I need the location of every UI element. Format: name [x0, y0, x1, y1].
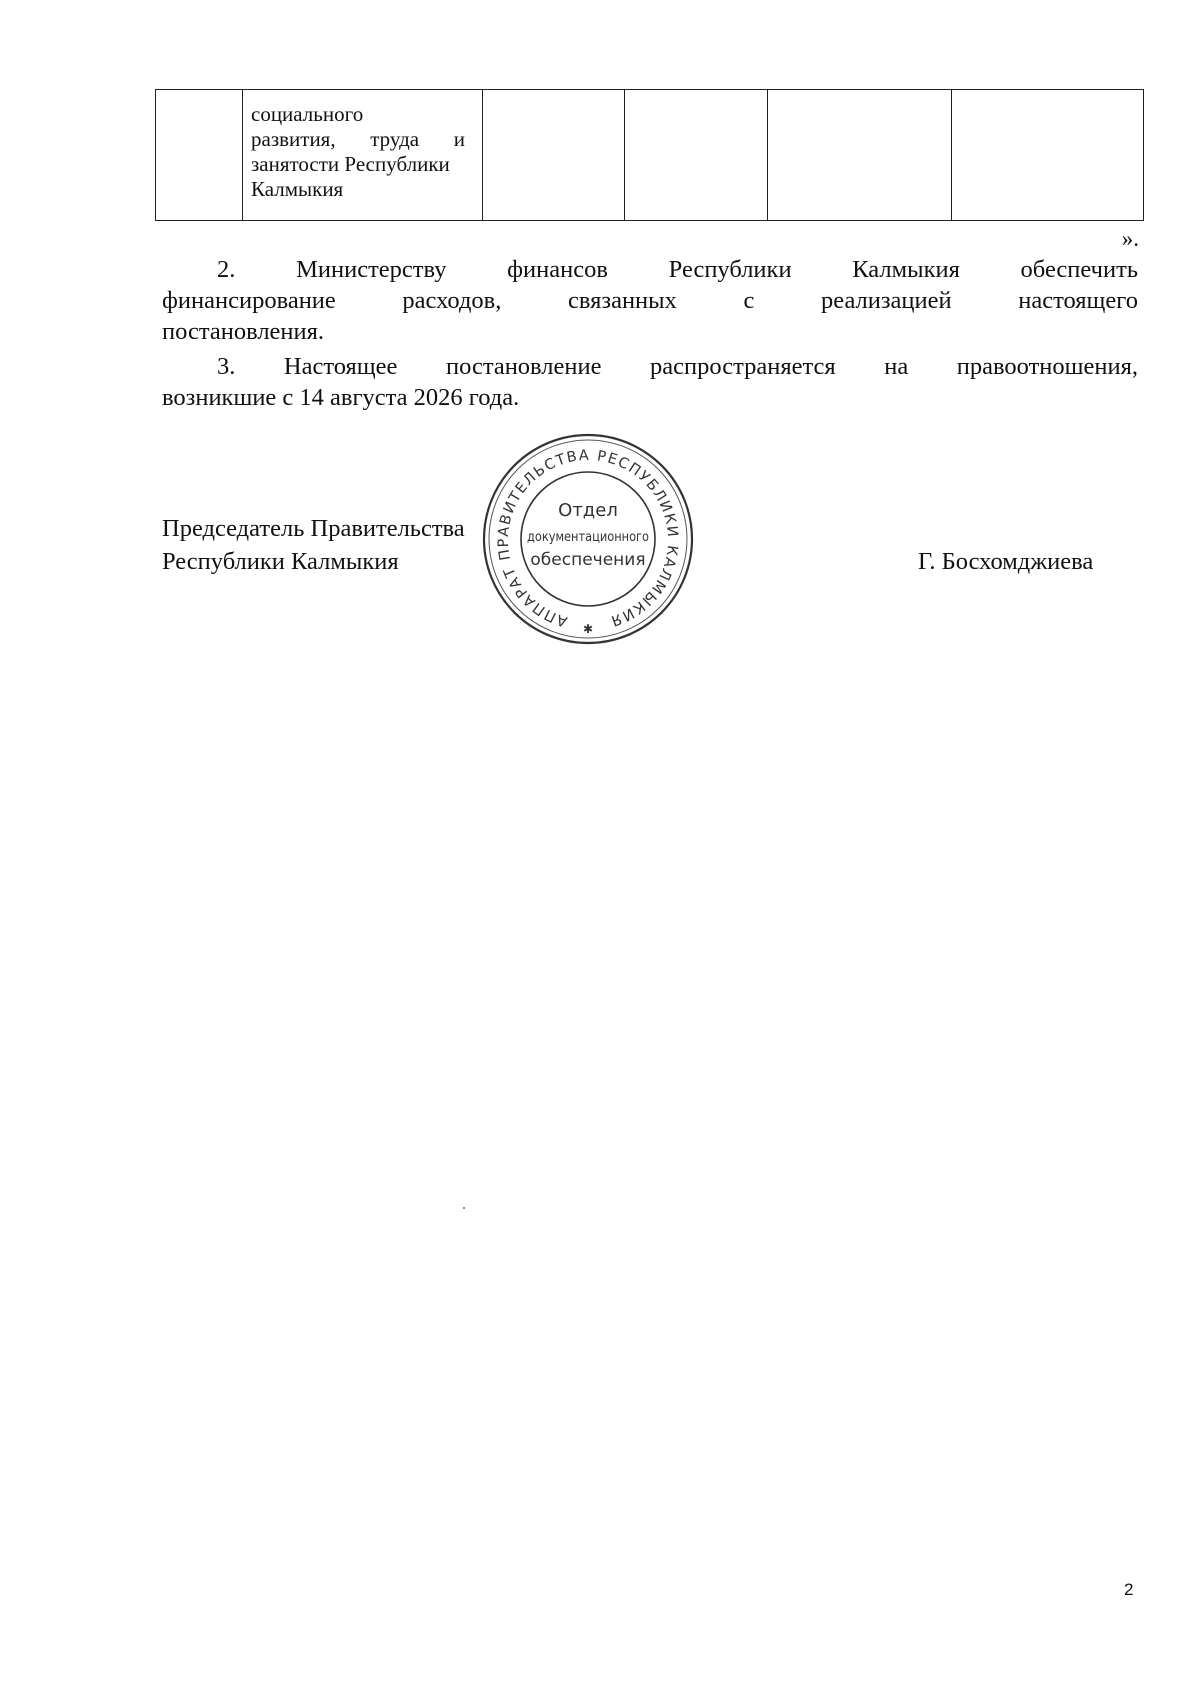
cell-line: социального: [251, 102, 364, 126]
paragraph-2: [162, 254, 1138, 347]
table-cell-empty: [483, 90, 625, 221]
paragraph-line: возникшие с 14 августа 2026 года.: [162, 384, 520, 411]
table-cell-executor: [243, 90, 483, 221]
cell-line: Калмыкия: [251, 177, 344, 201]
closing-quote-mark: ».: [1121, 226, 1139, 251]
paragraph-line: финансирование расходов, связанных с реализацией настоящего: [162, 287, 1138, 314]
signatory-title-line2: Республики Калмыкия: [162, 548, 399, 575]
paragraph-line: 2. Министерству финансов Республики Калмыкия обеспечить: [217, 256, 1138, 283]
paragraph-3: [162, 351, 1138, 413]
scan-speck: [463, 1207, 465, 1209]
paragraph-line: постановления.: [162, 318, 325, 345]
table-cell-empty: [768, 90, 952, 221]
signatory-title-line1: Председатель Правительства: [162, 515, 465, 542]
table-cell-empty: [952, 90, 1144, 221]
stamp-center-line1: Отдел: [558, 500, 618, 521]
stamp-center-line3: обеспечения: [530, 550, 646, 570]
signatory-name: Г. Босхомджиева: [918, 548, 1094, 575]
stamp-outer-text: АППАРАТ ПРАВИТЕЛЬСТВА РЕСПУБЛИКИ КАЛМЫКИЯ: [495, 447, 681, 630]
stamp-star-icon: ✱: [582, 622, 594, 636]
table-fragment: [155, 89, 1144, 221]
paragraph-line: 3. Настоящее постановление распространяется на правоотношения,: [217, 353, 1138, 380]
table-cell-empty: [625, 90, 768, 221]
page-number: 2: [1124, 1580, 1134, 1599]
table-cell-number: [156, 90, 243, 221]
official-seal-stamp: [478, 430, 698, 648]
cell-line: развития, труда и: [251, 127, 465, 151]
table-row: [156, 90, 1144, 221]
stamp-center-line2: документационного: [527, 530, 650, 545]
cell-line: занятости Республики: [251, 152, 450, 176]
